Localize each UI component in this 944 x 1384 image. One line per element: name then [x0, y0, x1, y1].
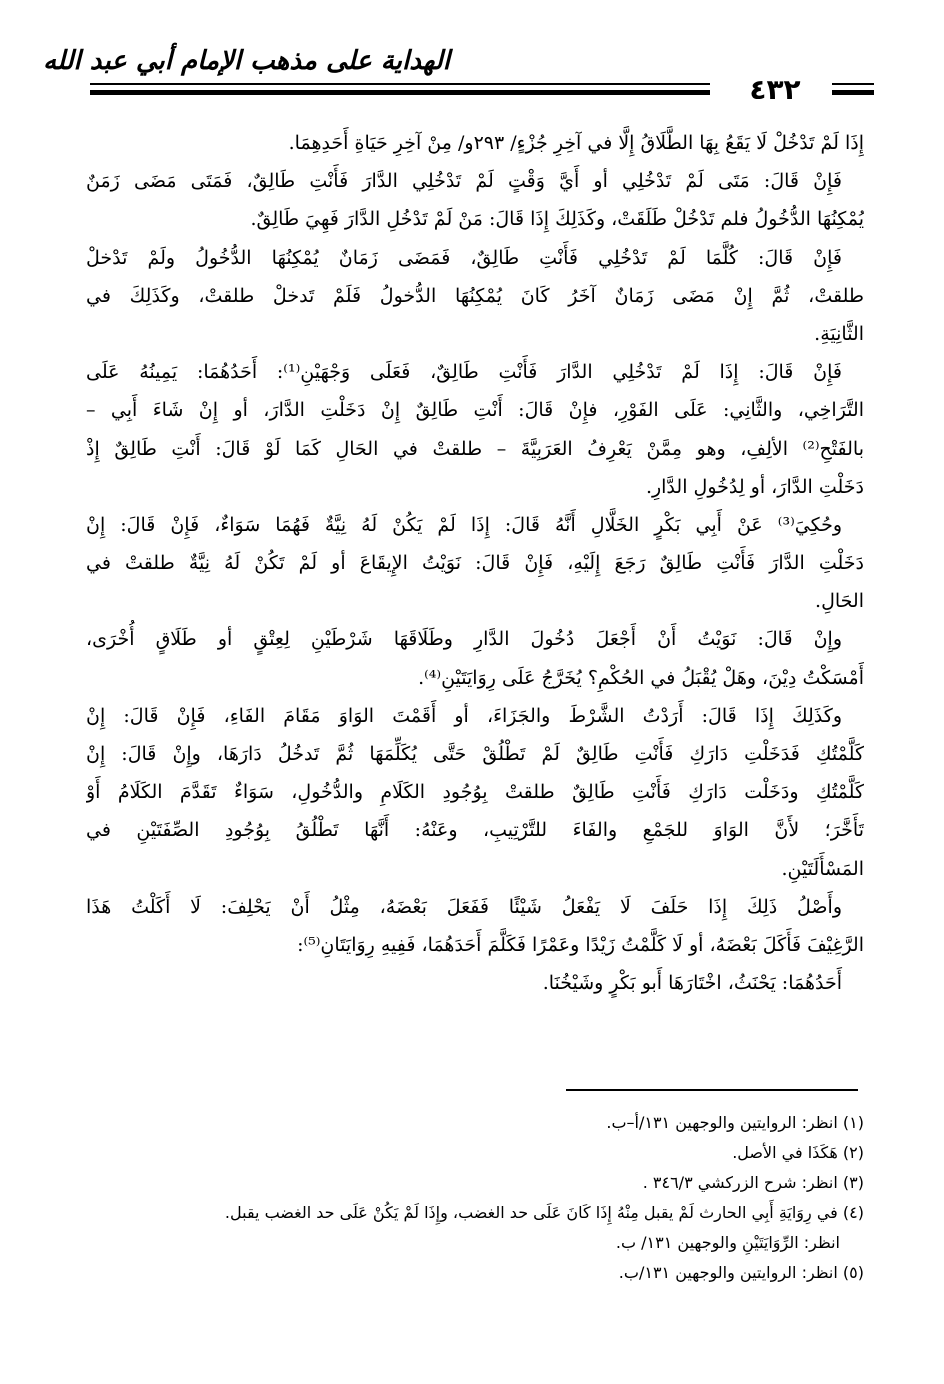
text-line: الثَّانِيَةِ. [814, 322, 864, 345]
footnote-line: انظر: الرِّوَايَتَيْنِ والوجهين ١٣١/ ب. [615, 1233, 840, 1252]
text-line: تَأَخَّرَ؛ لأَنَّ الوَاوَ للجَمْعِ والفَاءَ للتَّرْتِيبِ، وعَنْهُ: أَنَّهَا تَطْلُقُ بِوُجُودِ الصِّفَتَيْنِ في [86, 819, 864, 842]
header-rule [90, 83, 710, 95]
text-line: الرَّغِيْفَ فَأَكَلَ بَعْضَهُ، أو لَا كَلَّمْتُ زَيْدًا وعَمْرًا فَكَلَّمَ أَحَدَهُمَا، فَفِيهِ رِوَايَتَانِ⁽⁵⁾: [297, 933, 864, 956]
text-line: دَخَلْتِ الدَّارَ فَأَنْتِ طَالِقٌ رَجَعَ إِلَيْهِ، فَإِنْ قَالَ: نَوَيْتُ الإِيقَاعَ أو لَمْ تَكُنْ لَهُ نِيَّةٌ طلقتْ في [86, 552, 864, 575]
text-line: وأَصْلُ ذَلِكَ إِذَا حَلَفَ لَا يَفْعَلُ شَيْئًا فَفَعَلَ بَعْضَهُ، مِثْلُ أَنْ يَحْلِفَ: لَا أَكَلْتُ هَذَا [86, 895, 842, 918]
footnote-separator [566, 1089, 858, 1091]
text-line: فَإِنْ قَالَ: إِذَا لَمْ تَدْخُلِي الدَّارَ فَأَنْتِ طَالِقٌ، فَعَلَى وَجْهَيْنِ⁽¹⁾: أَحَدُهُمَا: يَمِينُهُ عَلَى [86, 361, 842, 384]
text-line: وإِنْ قَالَ: نَوَيْتُ أَنْ أَجْعَلَ دُخُولَ الدَّارِ وطَلَاقَهَا شَرْطَيْنِ لِعِتْقٍ أو طَلَاقٍ أُخْرَى، [86, 628, 842, 651]
page-number: ٤٣٢ [749, 73, 801, 106]
text-line: الحَالِ. [815, 590, 864, 613]
text-line: أَمْسَكْتُ دِيْنَ، وهَلْ يُقْبَلُ في الحُكْمِ؟ يُخَرَّجُ عَلَى رِوَايَتَيْنِ⁽⁴⁾. [418, 666, 864, 689]
footnote-line: (١) انظر: الروايتين والوجهين ١٣١/أ–ب. [606, 1113, 864, 1132]
header-rule-short [832, 83, 874, 95]
footnote-line: (٢) هَكَذَا في الأصل. [732, 1143, 864, 1162]
text-line: طلقتْ، ثُمَّ إِنْ مَضَى زَمَانٌ آخَرُ كَانَ يُمْكِنُهَا الدُّخولُ فَلَمْ تَدخلْ طلقتْ، وكَذَلِكَ في [86, 284, 864, 307]
text-line: دَخَلْتِ الدَّارَ، أو لِدُخُولِ الدَّارِ. [645, 475, 864, 498]
text-line: كَلَّمْتُكِ فَدَخَلْتِ دَارَكِ فَأَنْتِ طَالِقٌ لَمْ تَطْلُقْ حَتَّى يُكَلِّمَهَا ثُمَّ تَدخُلُ دَارَهَا، وإِنْ قَالَ: إِنْ [86, 743, 864, 765]
text-line: أَحَدُهُمَا: يَحْنَثُ، اخْتَارَهَا أَبو بَكْرٍ وشَيْخُنَا. [542, 972, 842, 995]
text-line: كَلَّمْتُكِ ودَخَلْت دَارَكِ فَأَنْتِ طَالِقٌ طلقتْ بِوُجُودِ الكَلَامِ والدُّخُولِ، سَوَاءٌ تَقَدَّمَ الكَلَامُ أَوْ [86, 781, 864, 804]
main-text [86, 124, 864, 1002]
text-line: وكَذَلِكَ إِذَا قَالَ: أَرَدْتُ الشَّرْطَ والجَزَاءَ، أو أَقَمْتَ الوَاوَ مَقَامَ الفَاءِ، فَإِنْ قَالَ: إِنْ [86, 704, 842, 727]
text-line: فَإِنْ قَالَ: مَتَى لَمْ تَدْخُلِي أو أَيَّ وَقْتٍ لَمْ تَدْخُلِي الدَّارَ فَأَنْتِ طَالِقٌ، فَمَتَى مَضَى زَمَنٌ [86, 170, 842, 193]
text-line: يُمْكِنُهَا الدُّخُولُ فلم تَدْخُلْ طَلَقَتْ، وكَذَلِكَ إِذَا قَالَ: مَنْ لَمْ تَدْخُلِ الدَّارَ فَهِيَ طَالِقٌ. [250, 208, 864, 231]
text-line: فَإِنْ قَالَ: كُلَّمَا لَمْ تَدْخُلِي فَأَنْتِ طَالِقٌ، فَمَضَى زَمَانٌ يُمْكِنُهَا الدُّخُولُ ولَمْ تَدْخلْ [86, 246, 842, 269]
footnote-line: (٥) انظر: الروايتين والوجهين ١٣١/ب. [618, 1263, 864, 1282]
running-header-title: الهداية على مذهب الإمام أبي عبد الله [43, 46, 450, 76]
text-line: بالفَتْحِ⁽²⁾ الألِفِ، وهو مِمَّنْ يَعْرِفُ العَرَبِيَّةَ – طلقتْ في الحَالِ كَمَا لَوْ قَالَ: أَنْتِ طَالِقٌ إِذْ [86, 437, 864, 460]
text-line: إِذَا لَمْ تَدْخُلْ لَا يَقَعُ بِهَا الطَّلَاقُ إِلَّا في آخِرِ جُزْءٍ/ ٢٩٣و/ مِنْ آخِرِ حَيَاةِ أَحَدِهِمَا. [288, 132, 864, 154]
footnote-line: (٣) انظر: شرح الزركشي ٣٤٦/٣ . [642, 1173, 864, 1192]
text-line: المَسْأَلَتَيْنِ. [781, 857, 864, 880]
text-line: وحُكِيَ⁽³⁾ عَنْ أَبِي بَكْرٍ الخَلَّالِ أَنَّهُ قَالَ: إِذَا لَمْ يَكُنْ لَهُ نِيَّةٌ فَهُمَا سَوَاءٌ، فَإِنْ قَالَ: إِنْ [86, 513, 842, 536]
footnotes [86, 1108, 864, 1288]
text-line: التَّرَاخِي، والثَّانِي: عَلَى الفَوْرِ، فإِنْ قَالَ: أَنْتِ طَالِقٌ إِنْ دَخَلْتِ الدَّارَ، أو إِنْ شَاءَ أَبِي – [86, 399, 864, 422]
footnote-line: (٤) في رِوَايَةِ أَبِي الحارث لَمْ يقبل مِنْهُ إِذَا كَانَ عَلَى حد الغضب، وإِذَا لَمْ يَكُنْ عَلَى حد الغضب يقبل. [224, 1203, 864, 1222]
